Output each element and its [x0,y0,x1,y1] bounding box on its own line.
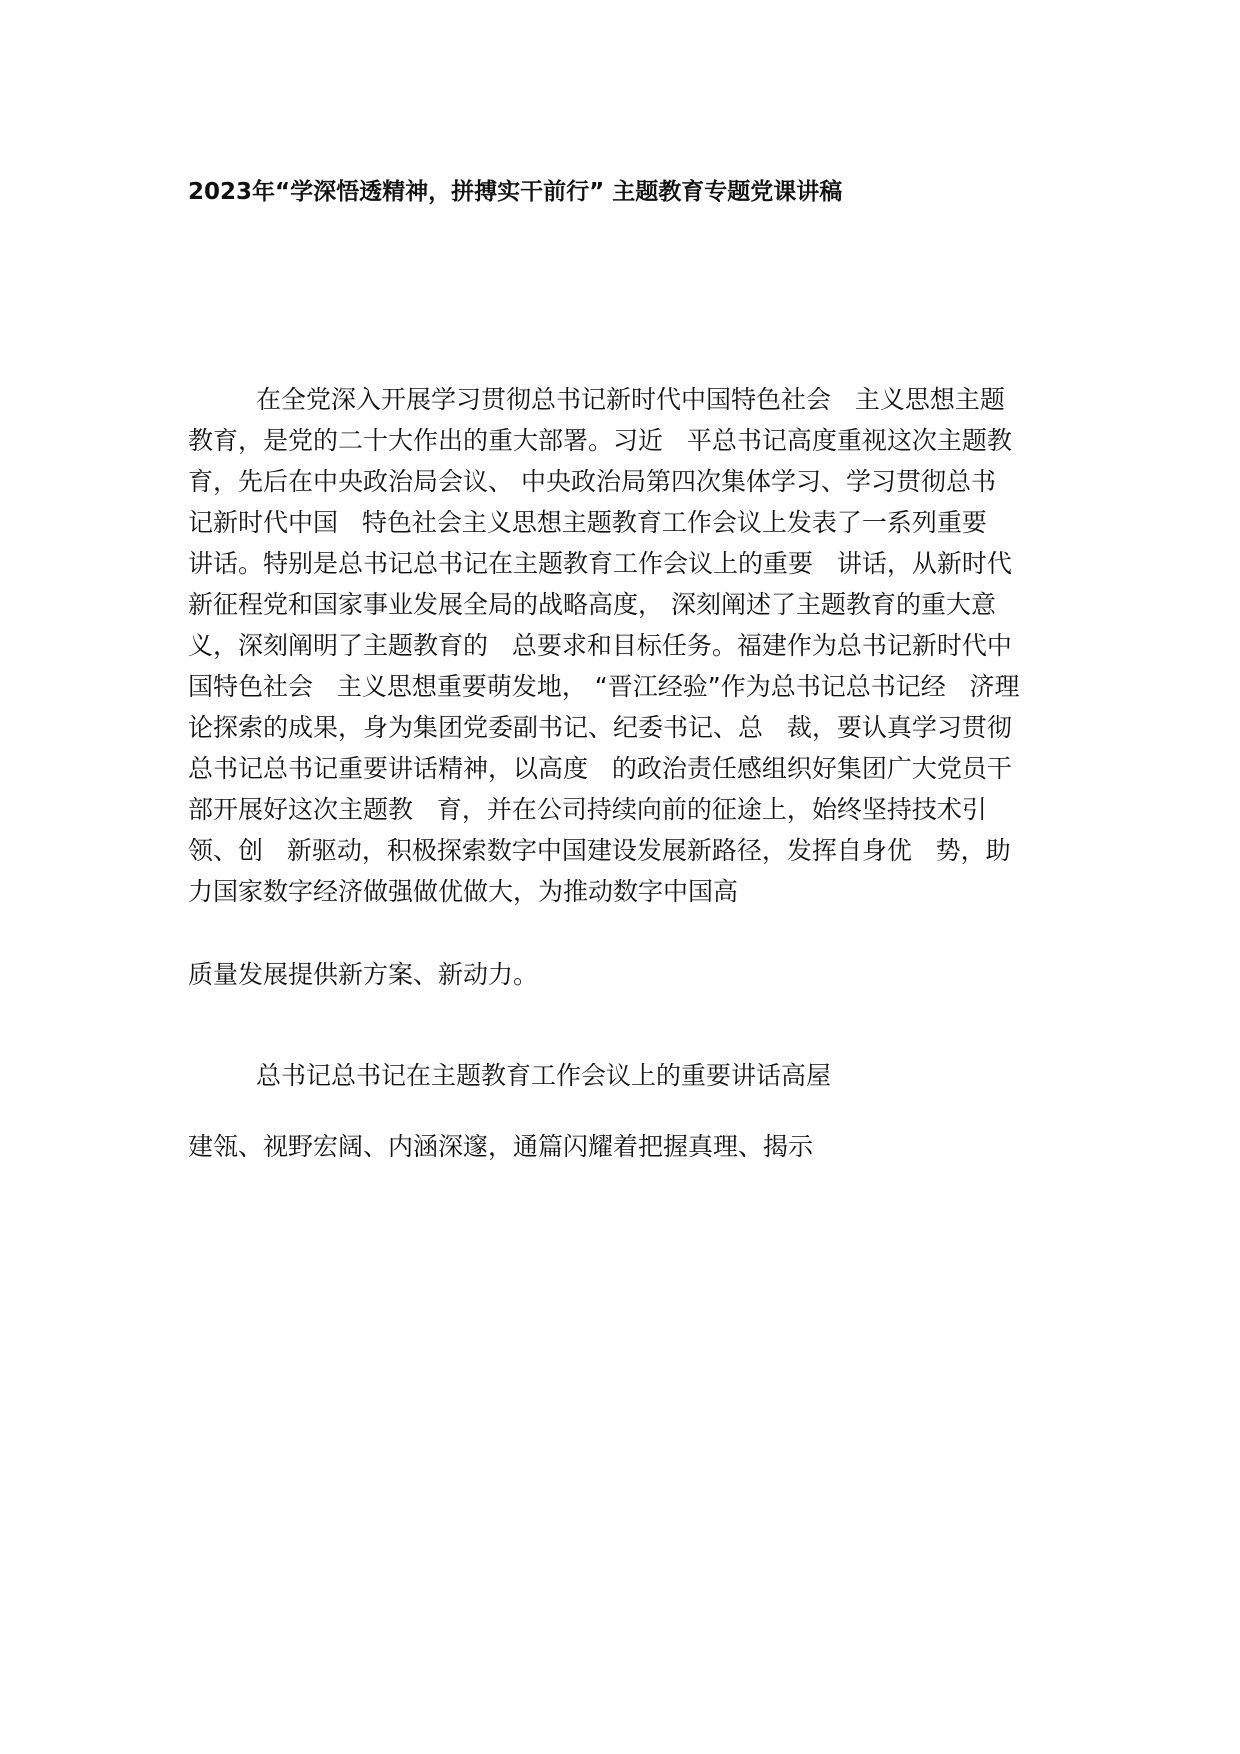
paragraph-line: 总书记总书记重要讲话精神，以高度 的政治责任感组织好集团广大党员干 [188,754,1012,783]
paragraph-line: 义，深刻阐明了主题教育的 总要求和目标任务。福建作为总书记新时代中 [188,631,1012,660]
paragraph-line: 记新时代中国 特色社会主义思想主题教育工作会议上发表了一系列重要 [188,508,987,537]
page-title: 2023年“学深悟透精神，拼搏实干前行” 主题教育专题党课讲稿 [188,179,843,205]
paragraph-line: 论探索的成果，身为集团党委副书记、纪委书记、总 裁，要认真学习贯彻 [188,713,1012,742]
paragraph-line: 育，先后在中央政治局会议、 中央政治局第四次集体学习、学习贯彻总书 [188,467,996,496]
paragraph-line: 总书记总书记在主题教育工作会议上的重要讲话高屋 [256,1061,832,1090]
paragraph-line: 建瓴、视野宏阔、内涵深邃，通篇闪耀着把握真理、揭示 [188,1132,814,1161]
paragraph-line: 力国家数字经济做强做优做大，为推动数字中国高 [188,877,739,906]
paragraph-line: 领、创 新驱动，积极探索数字中国建设发展新路径，发挥自身优 势，助 [188,836,1011,865]
paragraph-line: 国特色社会 主义思想重要萌发地， “晋江经验”作为总书记总书记经 济理 [188,672,1020,701]
paragraph-line: 新征程党和国家事业发展全局的战略高度， 深刻阐述了主题教育的重大意 [188,590,996,619]
paragraph-line: 教育，是党的二十大作出的重大部署。习近 平总书记高度重视这次主题教 [188,426,1012,455]
paragraph-line: 讲话。特别是总书记总书记在主题教育工作会议上的重要 讲话，从新时代 [188,549,1012,578]
paragraph-line: 部开展好这次主题教 育，并在公司持续向前的征途上，始终坚持技术引 [188,795,987,824]
paragraph-line: 质量发展提供新方案、新动力。 [188,960,539,989]
paragraph-line: 在全党深入开展学习贯彻总书记新时代中国特色社会 主义思想主题 [256,385,1005,414]
